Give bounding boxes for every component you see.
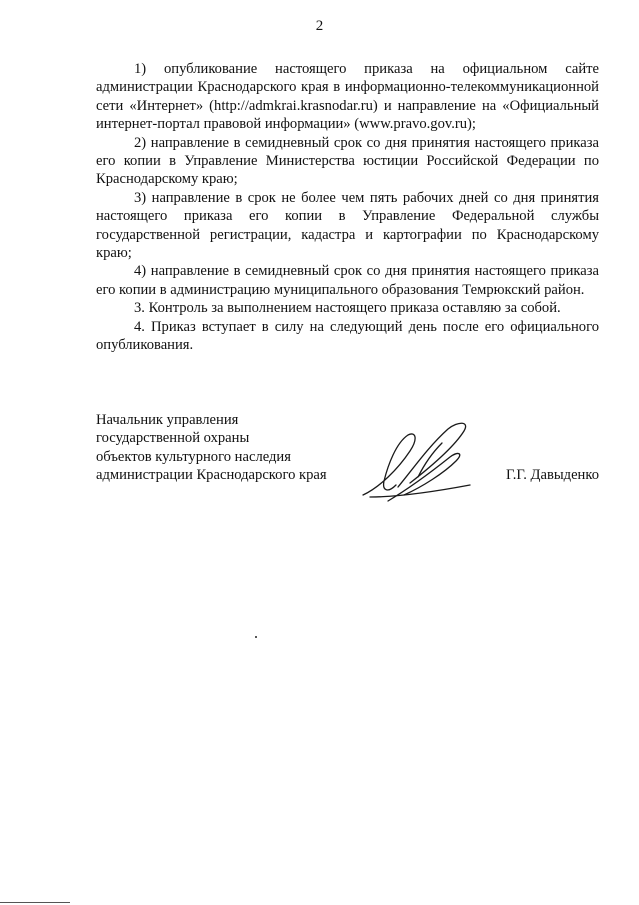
signer-title-line: государственной охраны <box>96 430 250 447</box>
paragraph-justice-ministry: 2) направление в семидневный срок со дня принятия настоящего приказа его копии в Управление Министерства юстиции Российской Федерации по Краснодарскому краю; <box>96 134 599 188</box>
document-body <box>96 60 599 355</box>
paragraph-effective-date: 4. Приказ вступает в силу на следующий день после его официального опубликования. <box>96 318 599 354</box>
page-number: 2 <box>315 18 324 34</box>
bottom-rule <box>0 902 70 903</box>
paragraph-municipality: 4) направление в семидневный срок со дня принятия настоящего приказа его копии в администрацию муниципального образования Темрюкский район. <box>96 263 599 298</box>
signature-block <box>96 411 599 501</box>
signer-title-line: Начальник управления <box>96 412 239 428</box>
handwritten-signature <box>358 417 478 507</box>
paragraph-publication: 1) опубликование настоящего приказа на официальном сайте администрации Краснодарского края в информационно-телекоммуникационной сети «Интернет» (http://admkrai.krasnodar.ru) и направление на «Официальный интернет-портал правовой информации» (www.pravo.gov.ru); <box>96 61 599 133</box>
paragraph-control: 3. Контроль за выполнением настоящего приказа оставляю за собой. <box>134 300 561 317</box>
stray-dot <box>255 636 257 638</box>
signer-title-line: объектов культурного наследия <box>96 448 291 465</box>
paragraph-registration-service: 3) направление в срок не более чем пять рабочих дней со дня принятия настоящего приказа его копии в Управление Федеральной службы государственной регистрации, кадастра и картографии по Краснодарскому краю; <box>96 189 599 262</box>
signer-title-line: администрации Краснодарского края <box>96 467 327 484</box>
signer-title <box>96 411 327 485</box>
signer-name: Г.Г. Давыденко <box>505 467 599 483</box>
